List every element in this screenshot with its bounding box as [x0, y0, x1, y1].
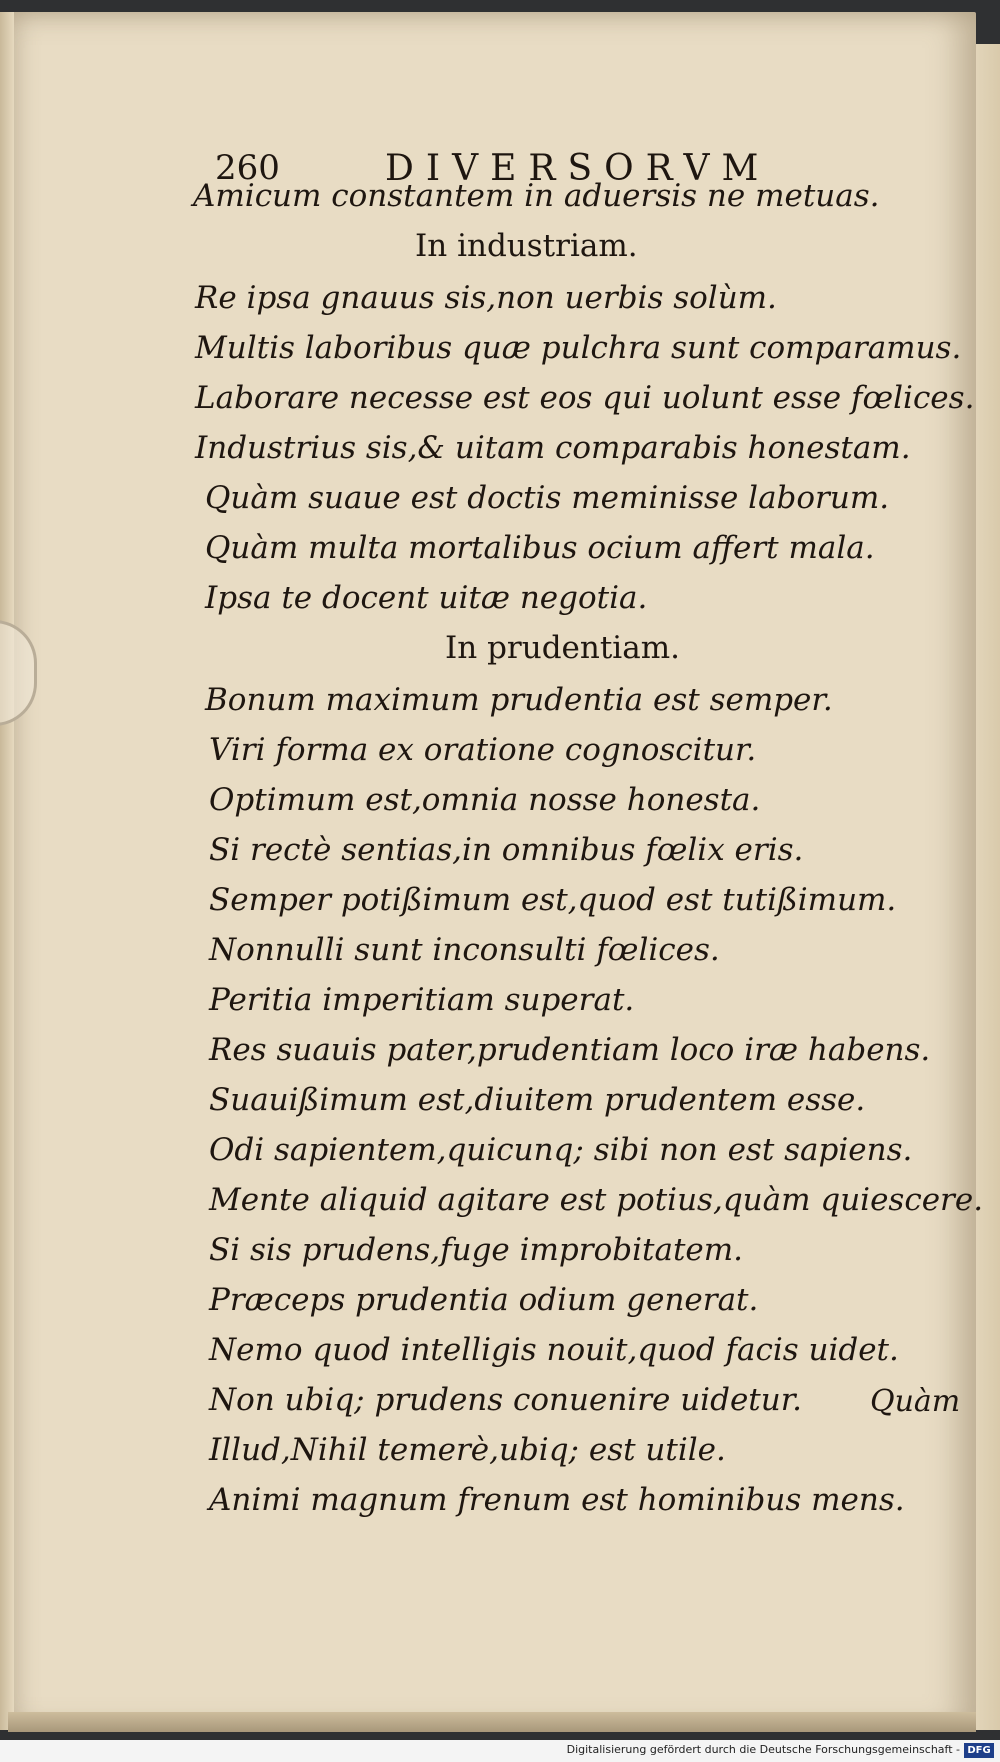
section-heading: In prudentiam.	[445, 630, 680, 666]
text-line: Res suauis pater,prudentiam loco iræ habens.	[209, 1032, 931, 1068]
text-line: Nonnulli sunt inconsulti fœlices.	[209, 932, 720, 968]
text-line: Multis laboribus quæ pulchra sunt comparamus.	[195, 330, 962, 366]
text-line: Quàm multa mortalibus ocium affert mala.	[205, 530, 875, 566]
text-line: Non ubiq; prudens conuenire uidetur.	[209, 1382, 802, 1418]
text-line: Industrius sis,& uitam comparabis honestam.	[195, 430, 911, 466]
book-page	[8, 12, 976, 1730]
text-line: Optimum est,omnia nosse honesta.	[209, 782, 761, 818]
text-line: Laborare necesse est eos qui uolunt esse fœlices.	[195, 380, 975, 416]
footer-credit: Digitalisierung gefördert durch die Deutsche Forschungsgemeinschaft -	[566, 1743, 960, 1756]
text-line: Mente aliquid agitare est potius,quàm quiescere.	[209, 1182, 984, 1218]
dfg-logo-icon: DFG	[964, 1743, 994, 1758]
text-line: Si sis prudens,fuge improbitatem.	[209, 1232, 744, 1268]
text-line: Peritia imperitiam superat.	[209, 982, 635, 1018]
text-line: Animi magnum frenum est hominibus mens.	[209, 1482, 905, 1518]
text-line: Bonum maximum prudentia est semper.	[205, 682, 833, 718]
text-line: Suauißimum est,diuitem prudentem esse.	[209, 1082, 866, 1118]
text-line: Præceps prudentia odium generat.	[209, 1282, 759, 1318]
text-line: Odi sapientem,quicunq; sibi non est sapiens.	[209, 1132, 913, 1168]
page-number: 260	[215, 148, 280, 188]
text-line: Ipsa te docent uitæ negotia.	[205, 580, 648, 616]
text-line: Si rectè sentias,in omnibus fœlix eris.	[209, 832, 804, 868]
section-heading: In industriam.	[415, 228, 638, 264]
text-line: Re ipsa gnauus sis,non uerbis solùm.	[195, 280, 777, 316]
text-line: Amicum constantem in aduersis ne metuas.	[193, 178, 880, 214]
page-gutter-edge	[0, 12, 14, 1730]
running-title: DIVERSORVM	[385, 148, 771, 189]
text-line: Nemo quod intelligis nouit,quod facis uidet.	[209, 1332, 899, 1368]
footer-bar	[0, 1740, 1000, 1762]
catchword: Quàm	[870, 1384, 961, 1419]
page-bottom-edge	[8, 1712, 976, 1732]
text-line: Semper potißimum est,quod est tutißimum.	[209, 882, 897, 918]
text-line: Viri forma ex oratione cognoscitur.	[209, 732, 757, 768]
text-line: Illud,Nihil temerè,ubiq; est utile.	[209, 1432, 726, 1468]
text-line: Quàm suaue est doctis meminisse laborum.	[205, 480, 890, 516]
